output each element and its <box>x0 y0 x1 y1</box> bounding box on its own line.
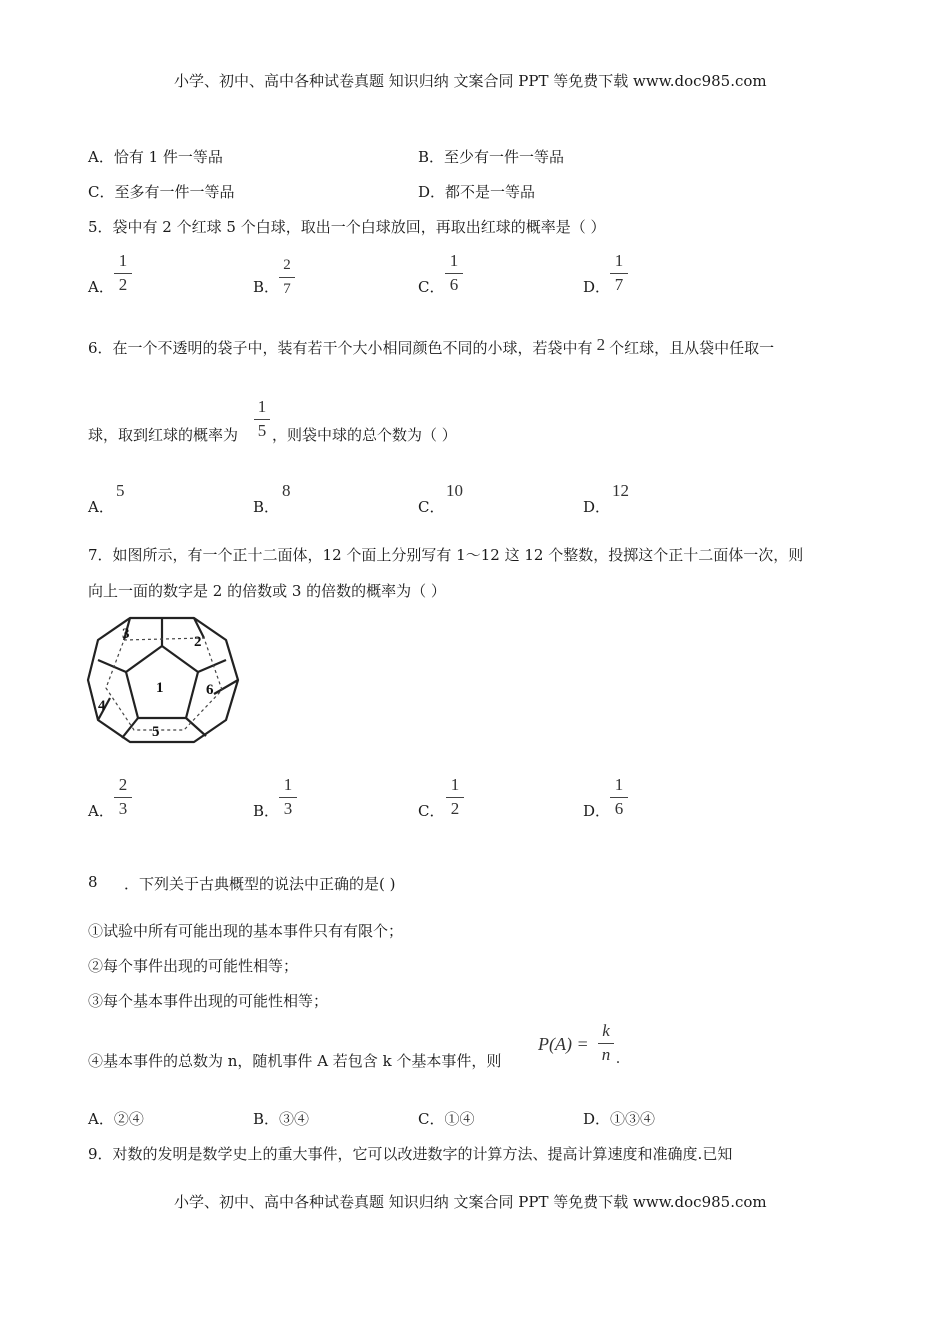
q7-stem-line1: 7．如图所示，有一个正十二面体，12 个面上分别写有 1～12 这 12 个整数，投掷这个正十二面体一次，则 <box>88 546 804 564</box>
q5-option-b-label: B． <box>253 278 280 296</box>
q6-option-d-value: 12 <box>612 481 629 500</box>
q7-c-numerator: 1 <box>450 775 460 794</box>
q5-c-numerator: 1 <box>449 251 459 270</box>
q7-b-denominator: 3 <box>283 799 293 818</box>
q5-option-c-label: C． <box>418 278 445 296</box>
q6-stem-part2: 个红球，且从袋中任取一 <box>609 339 775 357</box>
q8-item-3: ③每个基本事件出现的可能性相等； <box>88 992 329 1010</box>
q7-d-denominator: 6 <box>614 799 624 818</box>
q7-option-d-fraction <box>610 776 628 818</box>
q7-option-a-fraction <box>114 776 132 818</box>
q8-formula-numerator: k <box>602 1021 610 1040</box>
q6-option-b-value: 8 <box>282 481 291 500</box>
q8-formula-lhs: P(A) = <box>538 1034 589 1054</box>
q5-option-d-fraction <box>610 252 628 294</box>
q7-option-a-label: A． <box>88 802 114 820</box>
figure-label-5: 5 <box>152 724 160 740</box>
q6-stem-line2-a: 球，取到红球的概率为 <box>88 426 239 444</box>
q6-option-b-label: B． <box>253 498 280 516</box>
q8-formula-fraction <box>598 1022 614 1064</box>
page-header: 小学、初中、高中各种试卷真题 知识归纳 文案合同 PPT 等免费下载 www.doc985.com <box>174 72 767 90</box>
q6-stem-line1 <box>88 337 774 358</box>
q6-frac-numerator: 1 <box>257 397 267 416</box>
q4-option-b: B．至少有一件一等品 <box>418 148 565 166</box>
q7-b-numerator: 1 <box>283 775 293 794</box>
q8-item-4: ④基本事件的总数为 n，随机事件 A 若包含 k 个基本事件，则 <box>88 1052 502 1070</box>
q7-option-b-label: B． <box>253 802 280 820</box>
q5-d-numerator: 1 <box>614 251 624 270</box>
figure-label-2: 2 <box>194 634 202 650</box>
q7-c-denominator: 2 <box>450 799 460 818</box>
q8-formula-denominator: n <box>601 1045 611 1064</box>
q6-option-d-label: D． <box>583 498 611 516</box>
q8-option-c: C．①④ <box>418 1110 475 1128</box>
q5-option-b-fraction <box>279 256 295 298</box>
figure-label-4: 4 <box>98 698 106 714</box>
q5-option-a-fraction <box>114 252 132 294</box>
q8-item-2: ②每个事件出现的可能性相等； <box>88 957 299 975</box>
q5-a-denominator: 2 <box>118 275 128 294</box>
figure-label-6: 6 <box>206 682 214 698</box>
q6-stem-fraction <box>254 398 270 440</box>
q6-stem-part1: 6．在一个不透明的袋子中，装有若干个大小相同颜色不同的小球，若袋中有 <box>88 339 593 357</box>
q6-stem-line2-b: ，则袋中球的总个数为（ ） <box>272 426 457 444</box>
q8-stem: ．下列关于古典概型的说法中正确的是( ) <box>124 875 396 893</box>
q5-option-a-label: A． <box>88 278 114 296</box>
q8-number: 8 <box>88 873 98 891</box>
q7-a-denominator: 3 <box>118 799 128 818</box>
q5-b-denominator: 7 <box>283 281 291 297</box>
q8-option-b: B．③④ <box>253 1110 310 1128</box>
q6-option-c-value: 10 <box>446 481 463 500</box>
figure-label-3: 3 <box>122 626 130 642</box>
q7-stem-line2: 向上一面的数字是 2 的倍数或 3 的倍数的概率为（ ） <box>88 582 446 600</box>
q5-c-denominator: 6 <box>449 275 459 294</box>
q7-option-c-fraction <box>446 776 464 818</box>
q7-option-b-fraction <box>279 776 297 818</box>
page-footer: 小学、初中、高中各种试卷真题 知识归纳 文案合同 PPT 等免费下载 www.doc985.com <box>174 1193 767 1211</box>
q4-option-a: A．恰有 1 件一等品 <box>88 148 223 166</box>
q5-option-c-fraction <box>445 252 463 294</box>
q7-d-numerator: 1 <box>614 775 624 794</box>
q7-option-d-label: D． <box>583 802 611 820</box>
q5-a-numerator: 1 <box>118 251 128 270</box>
q8-option-a: A．②④ <box>88 1110 144 1128</box>
q4-option-d: D．都不是一等品 <box>418 183 536 201</box>
q5-d-denominator: 7 <box>614 275 624 294</box>
q6-option-c-label: C． <box>418 498 445 516</box>
q5-stem: 5．袋中有 2 个红球 5 个白球，取出一个白球放回，再取出红球的概率是（ ） <box>88 218 606 236</box>
q5-b-numerator: 2 <box>283 257 291 273</box>
q6-stem-number: 2 <box>596 335 606 354</box>
dodecahedron-figure <box>84 610 240 752</box>
q8-item-1: ①试验中所有可能出现的基本事件只有有限个； <box>88 922 404 940</box>
q5-option-d-label: D． <box>583 278 611 296</box>
q8-formula-period: . <box>616 1050 620 1067</box>
q6-option-a-value: 5 <box>116 481 125 500</box>
q4-option-c: C．至多有一件一等品 <box>88 183 235 201</box>
q7-option-c-label: C． <box>418 802 445 820</box>
q7-a-numerator: 2 <box>118 775 128 794</box>
q8-option-d: D．①③④ <box>583 1110 656 1128</box>
q9-stem: 9．对数的发明是数学史上的重大事件，它可以改进数字的计算方法、提高计算速度和准确度.已知 <box>88 1145 733 1163</box>
q6-option-a-label: A． <box>88 498 114 516</box>
figure-label-1: 1 <box>156 680 164 696</box>
q6-frac-denominator: 5 <box>257 421 267 440</box>
